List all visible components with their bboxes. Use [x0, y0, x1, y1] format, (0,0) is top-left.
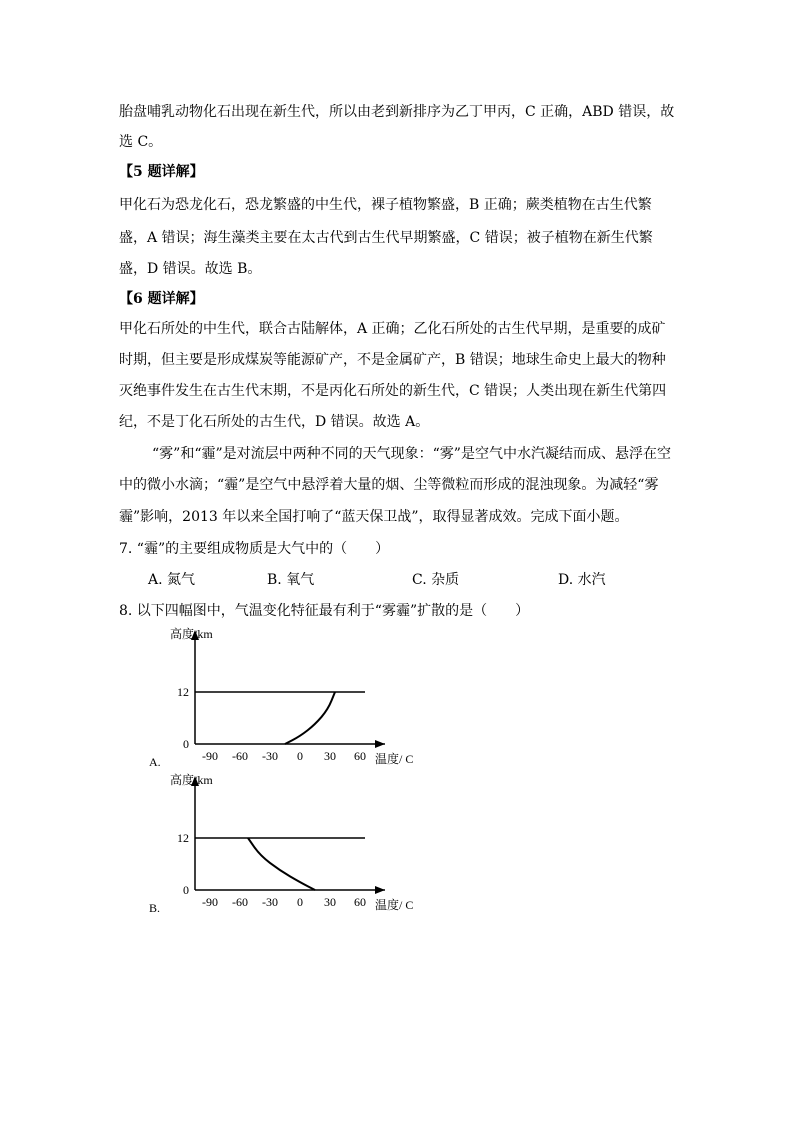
q7-option-b: B. 氧气: [267, 572, 315, 588]
x-tick-label: -90: [202, 895, 218, 909]
x-axis-label: 温度/ C: [375, 752, 414, 766]
temperature-curve: [285, 692, 335, 744]
chart-a-svg: [140, 624, 440, 774]
x-tick-label: 60: [354, 749, 366, 763]
answer-text-line: 胎盘哺乳动物化石出现在新生代，所以由老到新排序为乙丁甲丙，C 正确，ABD 错误，故: [119, 104, 675, 120]
x-tick-label: -60: [232, 895, 248, 909]
q5-text-line: 盛，D 错误。故选 B。: [119, 261, 262, 277]
chart-option-a: [140, 624, 440, 778]
y-axis-label: 高度/km: [170, 627, 213, 641]
x-tick-label: 0: [297, 749, 303, 763]
y-tick-label: 12: [177, 685, 189, 700]
x-tick-label: 30: [324, 749, 336, 763]
y-tick-label: 0: [183, 737, 189, 751]
y-axis-label: 高度/km: [170, 773, 213, 787]
q5-text-line: 盛，A 错误；海生藻类主要在太古代到古生代早期繁盛，C 错误；被子植物在新生代繁: [119, 230, 653, 246]
x-tick-label: -90: [202, 749, 218, 763]
option-label: A.: [149, 755, 161, 769]
x-tick-label: 30: [324, 895, 336, 909]
option-label: B.: [149, 901, 161, 915]
q7-option-d: D. 水汽: [558, 572, 606, 588]
answer-text-line: 选 C。: [119, 134, 163, 150]
x-axis-label: 温度/ C: [375, 898, 414, 912]
q6-heading: 【6 题详解】: [119, 291, 204, 307]
q6-text-line: 灭绝事件发生在古生代末期，不是丙化石所处的新生代，C 错误；人类出现在新生代第四: [119, 383, 667, 399]
q6-text-line: 甲化石所处的中生代，联合古陆解体，A 正确；乙化石所处的古生代早期，是重要的成矿: [119, 321, 666, 337]
q5-text-line: 甲化石为恐龙化石，恐龙繁盛的中生代，裸子植物繁盛，B 正确；蕨类植物在古生代繁: [119, 197, 652, 213]
intro-text-line: 中的微小水滴；“霾”是空气中悬浮着大量的烟、尘等微粒而形成的混浊现象。为减轻“雾: [119, 477, 659, 493]
x-axis-arrow-icon: [375, 886, 385, 894]
x-tick-label: -30: [262, 895, 278, 909]
q6-text-line: 纪，不是丁化石所处的古生代，D 错误。故选 A。: [119, 414, 430, 430]
q5-heading: 【5 题详解】: [119, 164, 204, 180]
x-tick-label: -60: [232, 749, 248, 763]
q7-stem: 7. “霾”的主要组成物质是大气中的（ ）: [119, 541, 390, 557]
intro-text-line: “雾”和“霾”是对流层中两种不同的天气现象：“雾”是空气中水汽凝结而成、悬浮在空: [152, 446, 671, 462]
x-tick-label: 0: [297, 895, 303, 909]
q7-option-c: C. 杂质: [412, 572, 460, 588]
y-tick-label: 12: [177, 831, 189, 846]
temperature-curve: [248, 838, 315, 890]
chart-b-svg: [140, 770, 440, 920]
q6-text-line: 时期，但主要是形成煤炭等能源矿产，不是金属矿产，B 错误；地球生命史上最大的物种: [119, 352, 666, 368]
chart-option-b: [140, 770, 440, 924]
q8-stem: 8. 以下四幅图中，气温变化特征最有利于“雾霾”扩散的是（ ）: [119, 603, 530, 619]
x-tick-label: -30: [262, 749, 278, 763]
x-axis-arrow-icon: [375, 740, 385, 748]
intro-text-line: 霾”影响，2013 年以来全国打响了“蓝天保卫战”，取得显著成效。完成下面小题。: [119, 509, 629, 525]
y-tick-label: 0: [183, 883, 189, 897]
x-tick-label: 60: [354, 895, 366, 909]
q7-option-a: A. 氮气: [148, 572, 196, 588]
